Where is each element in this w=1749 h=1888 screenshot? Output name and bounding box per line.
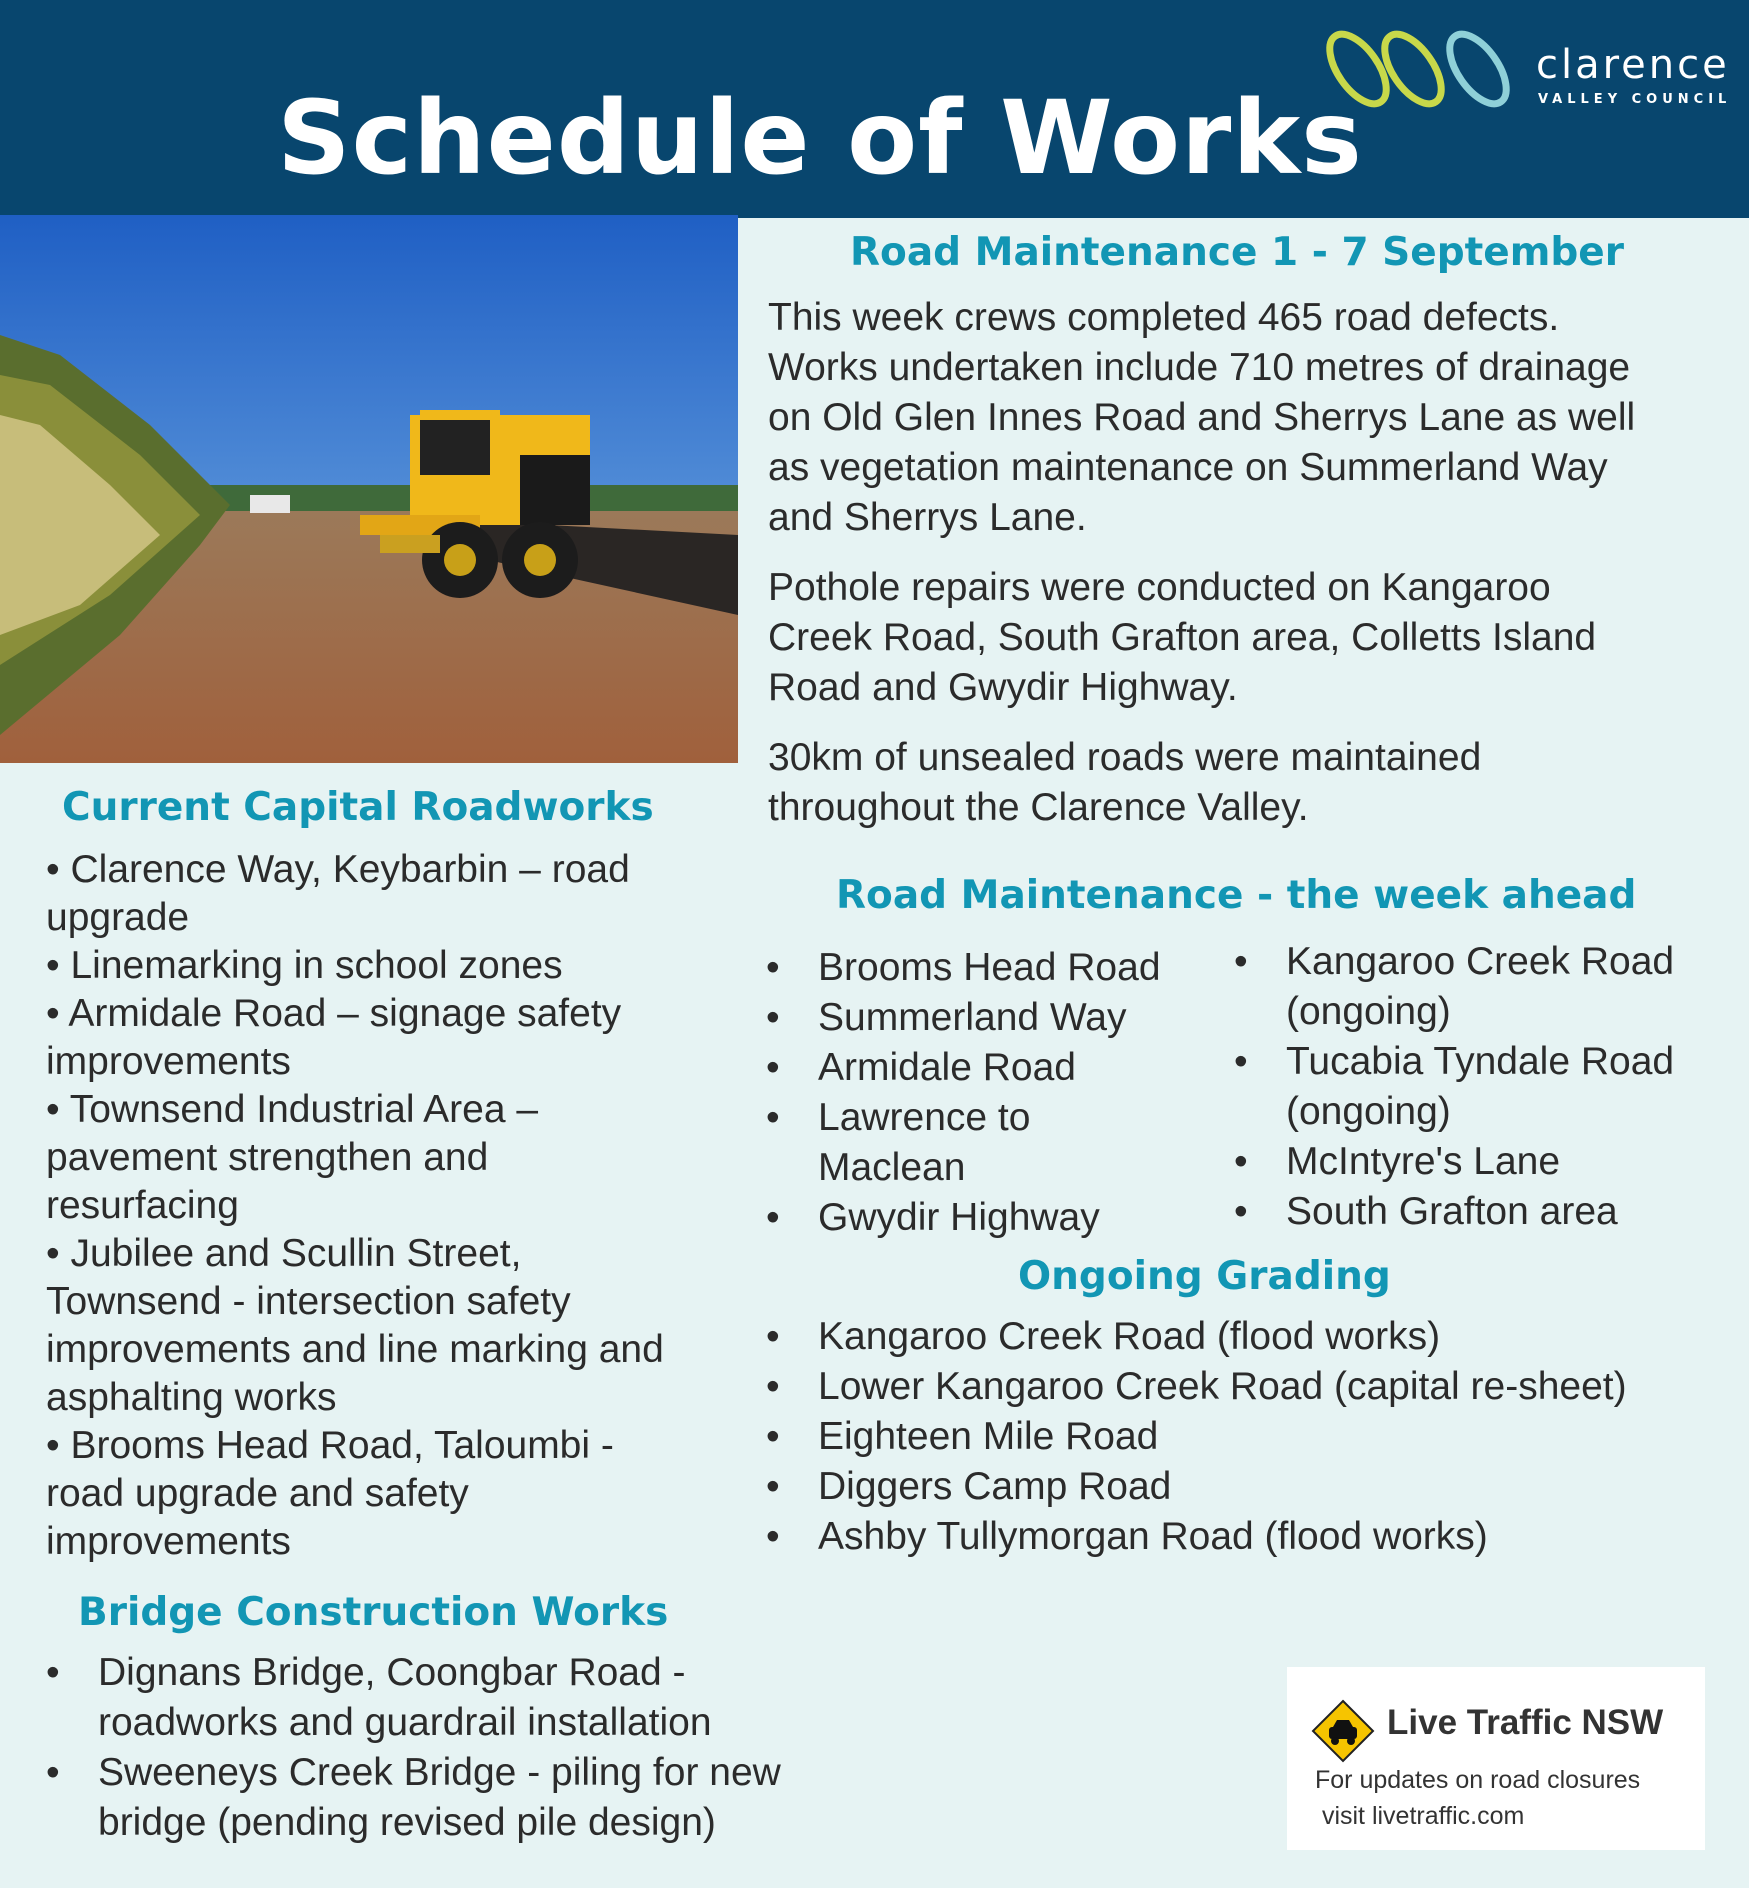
- header-banner: [0, 0, 1749, 218]
- grader-photo: [0, 215, 738, 763]
- text-line: This week crews completed 465 road defects.: [768, 296, 1560, 339]
- list-item: • Townsend Industrial Area – pavement strengthen and resurfacing: [46, 1088, 539, 1227]
- list-item: • Jubilee and Scullin Street, Townsend - intersection safety improvements and line marking and asphalting works: [46, 1232, 664, 1419]
- list-item: • Lawrence to Maclean: [818, 1093, 1218, 1193]
- bridge-works-list: [98, 1648, 858, 1848]
- list-item: • Kangaroo Creek Road (ongoing): [1286, 937, 1736, 1037]
- text-line: Creek Road, South Grafton area, Colletts Island: [768, 616, 1597, 659]
- list-item: • Brooms Head Road: [818, 943, 1218, 993]
- text-line: throughout the Clarence Valley.: [768, 786, 1309, 829]
- list-item: • Brooms Head Road, Taloumbi - road upgrade and safety improvements: [46, 1424, 614, 1563]
- list-item: • Lower Kangaroo Creek Road (capital re-sheet): [818, 1362, 1718, 1412]
- capital-roadworks-list: [46, 846, 736, 1566]
- text-line: 30km of unsealed roads were maintained: [768, 736, 1482, 779]
- grader-photo-image: [0, 215, 738, 763]
- section-heading-bridge-works: Bridge Construction Works: [78, 1590, 669, 1635]
- week-ahead-left-list: [818, 943, 1218, 1243]
- logo-subtitle: VALLEY COUNCIL: [1538, 92, 1732, 107]
- text-line: Road and Gwydir Highway.: [768, 666, 1238, 709]
- text-line: on Old Glen Innes Road and Sherrys Lane as well: [768, 396, 1636, 439]
- list-item: • Kangaroo Creek Road (flood works): [818, 1312, 1718, 1362]
- text-line: Works undertaken include 710 metres of drainage: [768, 346, 1631, 389]
- text-line: and Sherrys Lane.: [768, 496, 1087, 539]
- list-item: • Diggers Camp Road: [818, 1462, 1718, 1512]
- list-item: • Armidale Road: [818, 1043, 1218, 1093]
- maintenance-paragraph-3: [768, 733, 1481, 833]
- section-heading-capital-roadworks: Current Capital Roadworks: [62, 785, 654, 830]
- section-heading-maintenance-week: Road Maintenance 1 - 7 September: [850, 230, 1624, 275]
- week-ahead-right-list: [1286, 937, 1736, 1237]
- council-logo-icon: [1318, 24, 1533, 114]
- logo-name: clarence: [1536, 42, 1730, 88]
- list-item: • Armidale Road – signage safety improvements: [46, 992, 622, 1083]
- list-item: • McIntyre's Lane: [1286, 1137, 1736, 1187]
- text-line: For updates on road closures: [1315, 1766, 1641, 1794]
- live-traffic-box[interactable]: [1287, 1667, 1705, 1850]
- list-item: • Ashby Tullymorgan Road (flood works): [818, 1512, 1718, 1562]
- council-logo: [1318, 24, 1738, 114]
- live-traffic-title: Live Traffic NSW: [1387, 1703, 1664, 1742]
- live-traffic-text: [1315, 1762, 1640, 1834]
- list-item: • Sweeneys Creek Bridge - piling for new bridge (pending revised pile design): [98, 1748, 858, 1848]
- list-item: • Tucabia Tyndale Road (ongoing): [1286, 1037, 1736, 1137]
- list-item: • Clarence Way, Keybarbin – road upgrade: [46, 848, 630, 939]
- text-line: Pothole repairs were conducted on Kangaroo: [768, 566, 1551, 609]
- list-item: • Gwydir Highway: [818, 1193, 1218, 1243]
- ongoing-grading-list: [818, 1312, 1718, 1562]
- section-heading-week-ahead: Road Maintenance - the week ahead: [836, 873, 1637, 918]
- list-item: • Eighteen Mile Road: [818, 1412, 1718, 1462]
- page-title: Schedule of Works: [277, 79, 1363, 198]
- maintenance-paragraph-2: [768, 563, 1596, 713]
- text-line: as vegetation maintenance on Summerland Way: [768, 446, 1608, 489]
- maintenance-paragraph-1: [768, 293, 1635, 543]
- text-line: visit livetraffic.com: [1315, 1802, 1525, 1830]
- list-item: • Dignans Bridge, Coongbar Road - roadworks and guardrail installation: [98, 1648, 858, 1748]
- list-item: • South Grafton area: [1286, 1187, 1736, 1237]
- car-warning-sign-icon: [1311, 1699, 1375, 1763]
- list-item: • Summerland Way: [818, 993, 1218, 1043]
- section-heading-ongoing-grading: Ongoing Grading: [1018, 1254, 1391, 1299]
- list-item: • Linemarking in school zones: [46, 944, 563, 987]
